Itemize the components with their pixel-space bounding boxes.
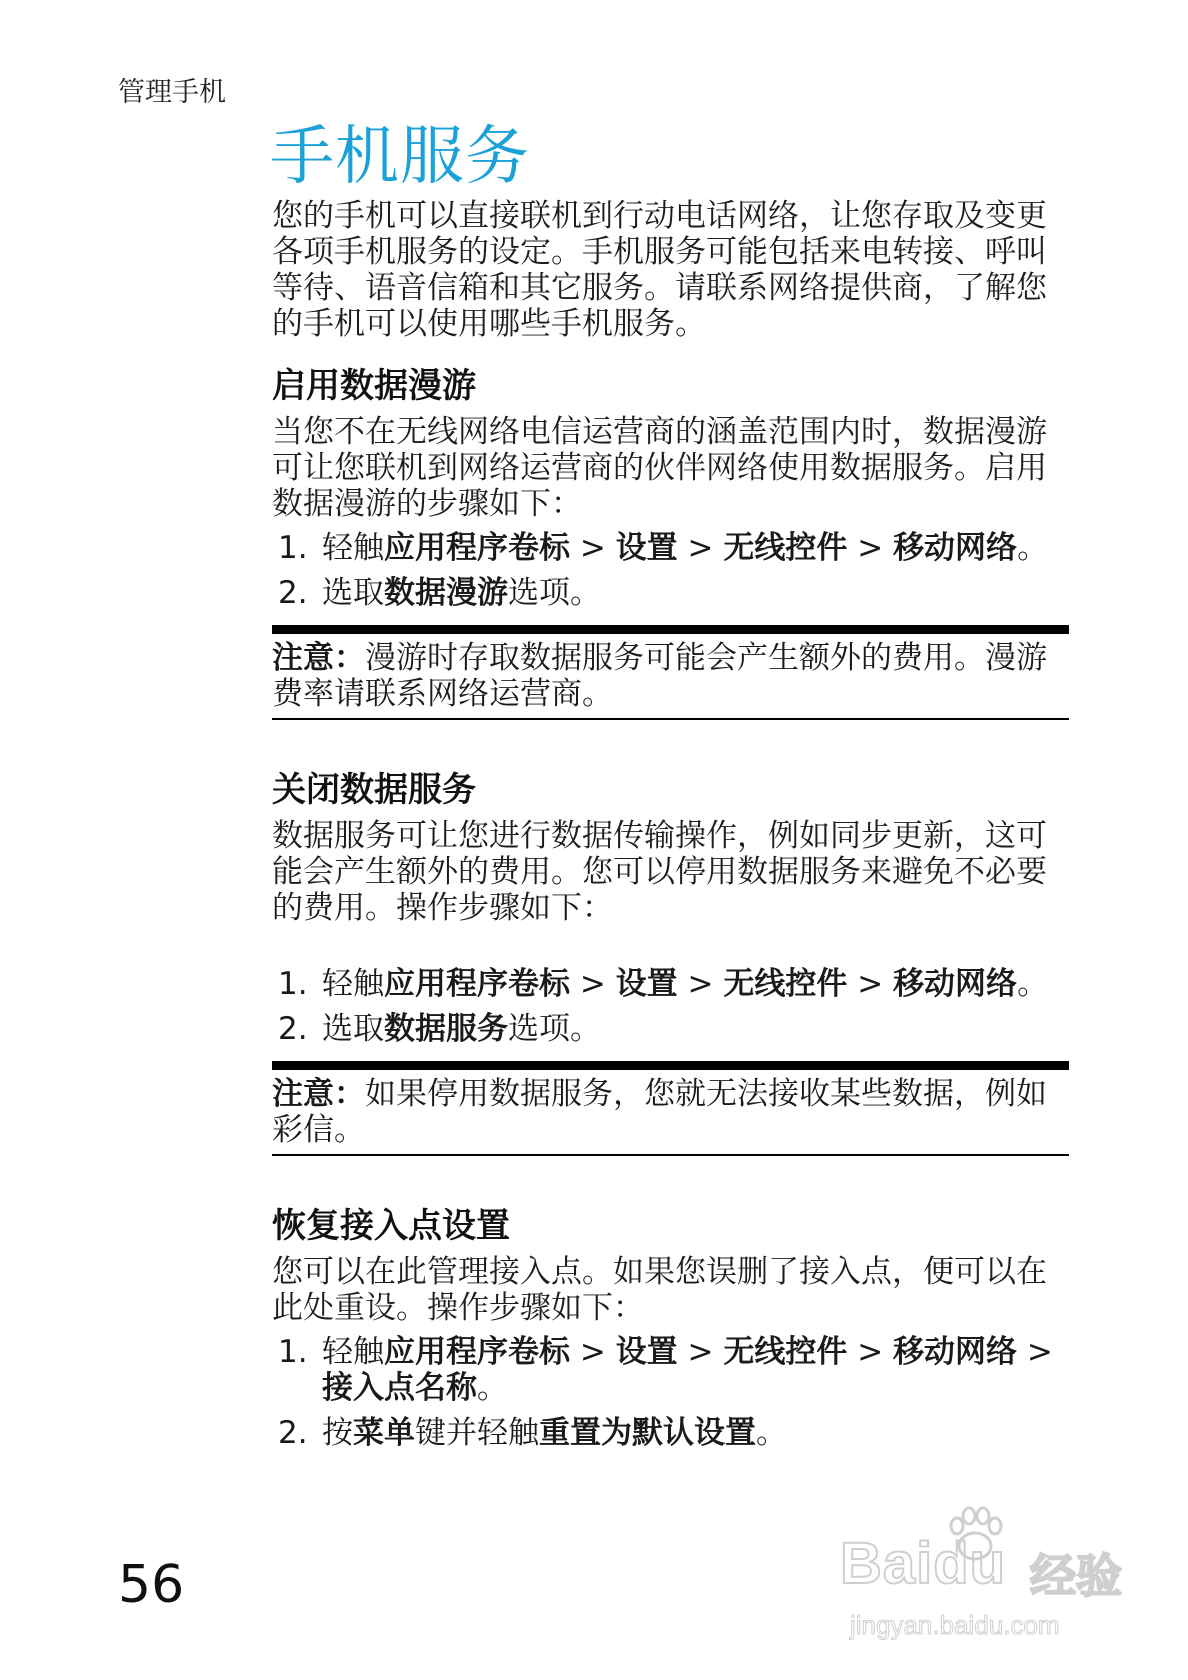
note-text: 漫游时存取数据服务可能会产生额外的费用。漫游费率请联系网络运营商。 bbox=[272, 640, 1047, 712]
step-number: 2. bbox=[278, 1415, 308, 1451]
baidu-watermark bbox=[840, 1530, 1160, 1650]
step-text: 选取数据服务选项。 bbox=[322, 1011, 601, 1047]
step-item bbox=[272, 966, 1072, 1002]
section-disable-data bbox=[272, 768, 1072, 1156]
step-item bbox=[272, 530, 1072, 566]
note-box bbox=[272, 1061, 1069, 1156]
page-content bbox=[272, 118, 1072, 1460]
section-body: 当您不在无线网络电信运营商的涵盖范围内时，数据漫游可让您联机到网络运营商的伙伴网络使用数据服务。启用数据漫游的步骤如下： bbox=[272, 414, 1047, 522]
section-body: 您可以在此管理接入点。如果您误删了接入点，便可以在此处重设。操作步骤如下： bbox=[272, 1254, 1047, 1326]
step-item bbox=[272, 575, 1072, 611]
step-number: 1. bbox=[278, 1334, 308, 1370]
section-body: 数据服务可让您进行数据传输操作，例如同步更新，这可能会产生额外的费用。您可以停用数据服务来避免不必要的费用。操作步骤如下： bbox=[272, 818, 1047, 926]
section-heading: 恢复接入点设置 bbox=[272, 1206, 510, 1246]
step-item bbox=[272, 1011, 1072, 1047]
step-number: 1. bbox=[278, 530, 308, 566]
page-number: 56 bbox=[118, 1555, 185, 1615]
step-item bbox=[272, 1415, 1072, 1451]
watermark-logo: Baidu bbox=[840, 1531, 1007, 1596]
intro-paragraph: 您的手机可以直接联机到行动电话网络，让您存取及变更各项手机服务的设定。手机服务可能包括来电转接、呼叫等待、语音信箱和其它服务。请联系网络提供商，了解您的手机可以使用哪些手机服务。 bbox=[272, 198, 1047, 342]
watermark-url: jingyan.baidu.com bbox=[850, 1610, 1060, 1640]
note-box bbox=[272, 625, 1069, 720]
step-number: 2. bbox=[278, 575, 308, 611]
note-text: 如果停用数据服务，您就无法接收某些数据，例如彩信。 bbox=[272, 1076, 1047, 1148]
note-label: 注意： bbox=[272, 640, 365, 676]
step-text: 轻触应用程序卷标 > 设置 > 无线控件 > 移动网络。 bbox=[322, 530, 1049, 566]
step-number: 2. bbox=[278, 1011, 308, 1047]
section-heading: 关闭数据服务 bbox=[272, 770, 476, 810]
step-number: 1. bbox=[278, 966, 308, 1002]
steps-list bbox=[272, 1334, 1072, 1451]
page-title: 手机服务 bbox=[270, 120, 530, 194]
section-reset-apn bbox=[272, 1204, 1072, 1451]
section-heading: 启用数据漫游 bbox=[272, 366, 476, 406]
step-text: 选取数据漫游选项。 bbox=[322, 575, 601, 611]
steps-list bbox=[272, 966, 1072, 1047]
section-data-roaming bbox=[272, 364, 1072, 720]
running-header: 管理手机 bbox=[118, 77, 226, 108]
step-text: 轻触应用程序卷标 > 设置 > 无线控件 > 移动网络。 bbox=[322, 966, 1049, 1002]
step-text: 按菜单键并轻触重置为默认设置。 bbox=[322, 1415, 787, 1451]
watermark-cn: 经验 bbox=[1030, 1549, 1122, 1603]
step-item bbox=[272, 1334, 1072, 1406]
steps-list bbox=[272, 530, 1072, 611]
step-text: 轻触应用程序卷标 > 设置 > 无线控件 > 移动网络 > 接入点名称。 bbox=[322, 1334, 1053, 1406]
note-label: 注意： bbox=[272, 1076, 365, 1112]
